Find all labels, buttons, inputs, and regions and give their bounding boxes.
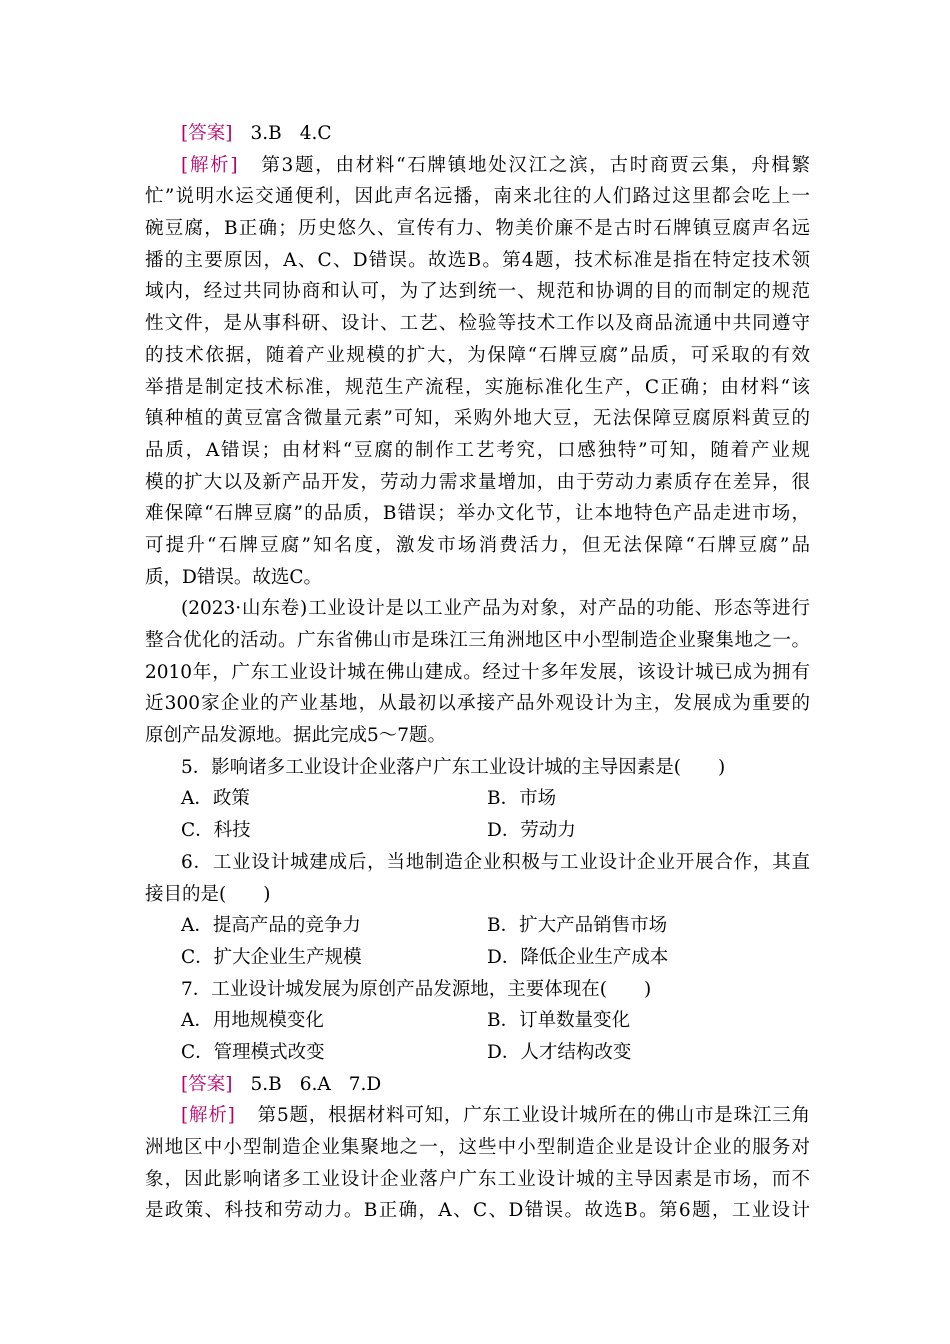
analysis-line: 忙”说明水运交通便利，因此声名远播，南来北往的人们路过这里都会吃上一 [145,186,810,208]
answer-value: 4.C [299,123,332,144]
question-5-options-row [145,815,810,847]
analysis-line: 品质，A错误；由材料“豆腐的制作工艺考究，口感独特”可知，随着产业规 [145,439,810,461]
analysis-line [145,150,810,182]
option-a: A．用地规模变化 [181,1010,324,1032]
question-6-stem: 6．工业设计城建成后，当地制造企业积极与工业设计企业开展合作，其直 [181,851,810,873]
analysis-tag: [解析] [181,154,238,176]
answer-line-5-7 [145,1069,810,1101]
material-line: 原创产品发源地。据此完成5～7题。 [145,725,447,747]
option-d: D．人才结构改变 [487,1041,632,1063]
analysis-line: 性文件，是从事科研、设计、工艺、检验等技术工作以及商品流通中共同遵守 [145,313,810,335]
option-c: C．科技 [181,820,251,842]
analysis-line: 模的扩大以及新产品开发，劳动力需求量增加，由于劳动力素质存在差异，很 [145,471,810,493]
analysis-line: 可提升“石牌豆腐”知名度，激发市场消费活力，但无法保障“石牌豆腐”品 [145,534,810,556]
analysis-tag: [解析] [181,1105,235,1127]
analysis-text: 第5题，根据材料可知，广东工业设计城所在的佛山市是珠江三角 [256,1105,810,1127]
answer-value: 6.A [299,1073,331,1095]
option-d: D．劳动力 [487,820,576,842]
answer-value: 3.B [250,123,282,144]
analysis-line: 洲地区中小型制造企业集聚地之一，这些中小型制造企业是设计企业的服务对 [145,1137,810,1158]
question-7-stem: 7．工业设计城发展为原创产品发源地，主要体现在( ) [181,978,652,1000]
analysis-line: 是政策、科技和劳动力。B正确，A、C、D错误。故选B。第6题，工业设计 [145,1200,810,1222]
option-a: A．政策 [181,788,250,810]
analysis-line: 象，因此影响诸多工业设计企业落户广东工业设计城的主导因素是市场，而不 [145,1168,810,1190]
option-c: C．扩大企业生产规模 [181,946,362,968]
analysis-line: 的技术依据，随着产业规模的扩大，为保障“石牌豆腐”品质，可采取的有效 [145,344,810,366]
material-line: 整合优化的活动。广东省佛山市是珠江三角洲地区中小型制造企业聚集地之一。 [145,630,810,651]
answer-value: 7.D [348,1073,382,1095]
answer-line-3-4 [145,118,810,150]
answer-tag: [答案] [181,1073,233,1095]
question-7-options-row [145,1037,810,1069]
analysis-line: 质，D错误。故选C。 [145,566,322,588]
document-page [145,118,810,1227]
analysis-line [145,1100,810,1132]
answer-value: 5.B [250,1073,282,1095]
question-5-options-row [145,783,810,815]
analysis-text: 第3题，由材料“石牌镇地处汉江之滨，古时商贾云集，舟楫繁 [259,154,810,176]
material-line: 2010年，广东工业设计城在佛山建成。经过十多年发展，该设计城已成为拥有 [145,661,810,683]
material-line: 近300家企业的产业基地，从最初以承接产品外观设计为主，发展成为重要的 [145,693,810,715]
option-d: D．降低企业生产成本 [487,946,669,968]
question-6-options-row [145,910,810,942]
question-6-options-row [145,942,810,974]
option-b: B．市场 [487,788,557,810]
analysis-line: 难保障“石牌豆腐”的品质，B错误；举办文化节，让本地特色产品走进市场， [145,503,810,525]
answer-tag: [答案] [181,123,233,144]
material-source: (2023·山东卷) [181,598,308,620]
analysis-line: 播的主要原因，A、C、D错误。故选B。第4题，技术标准是指在特定技术领 [145,249,810,271]
question-7-options-row [145,1005,810,1037]
material-text: 工业设计是以工业产品为对象，对产品的功能、形态等进行 [307,598,810,620]
question-6-stem: 接目的是( ) [145,883,271,905]
analysis-line: 镇种植的黄豆富含微量元素”可知，采购外地大豆，无法保障豆腐原料黄豆的 [145,408,810,430]
option-b: B．订单数量变化 [487,1010,631,1032]
question-5-stem: 5．影响诸多工业设计企业落户广东工业设计城的主导因素是( ) [181,756,726,778]
analysis-line: 域内，经过共同协商和认可，为了达到统一、规范和协调的目的而制定的规范 [145,281,810,303]
analysis-line: 碗豆腐，B正确；历史悠久、宣传有力、物美价廉不是古时石牌镇豆腐声名远 [145,218,810,240]
option-a: A．提高产品的竞争力 [181,915,361,937]
option-c: C．管理模式改变 [181,1041,325,1063]
analysis-line: 举措是制定技术标准，规范生产流程，实施标准化生产，C正确；由材料“该 [145,376,810,398]
material-line [145,593,810,625]
option-b: B．扩大产品销售市场 [487,915,668,937]
